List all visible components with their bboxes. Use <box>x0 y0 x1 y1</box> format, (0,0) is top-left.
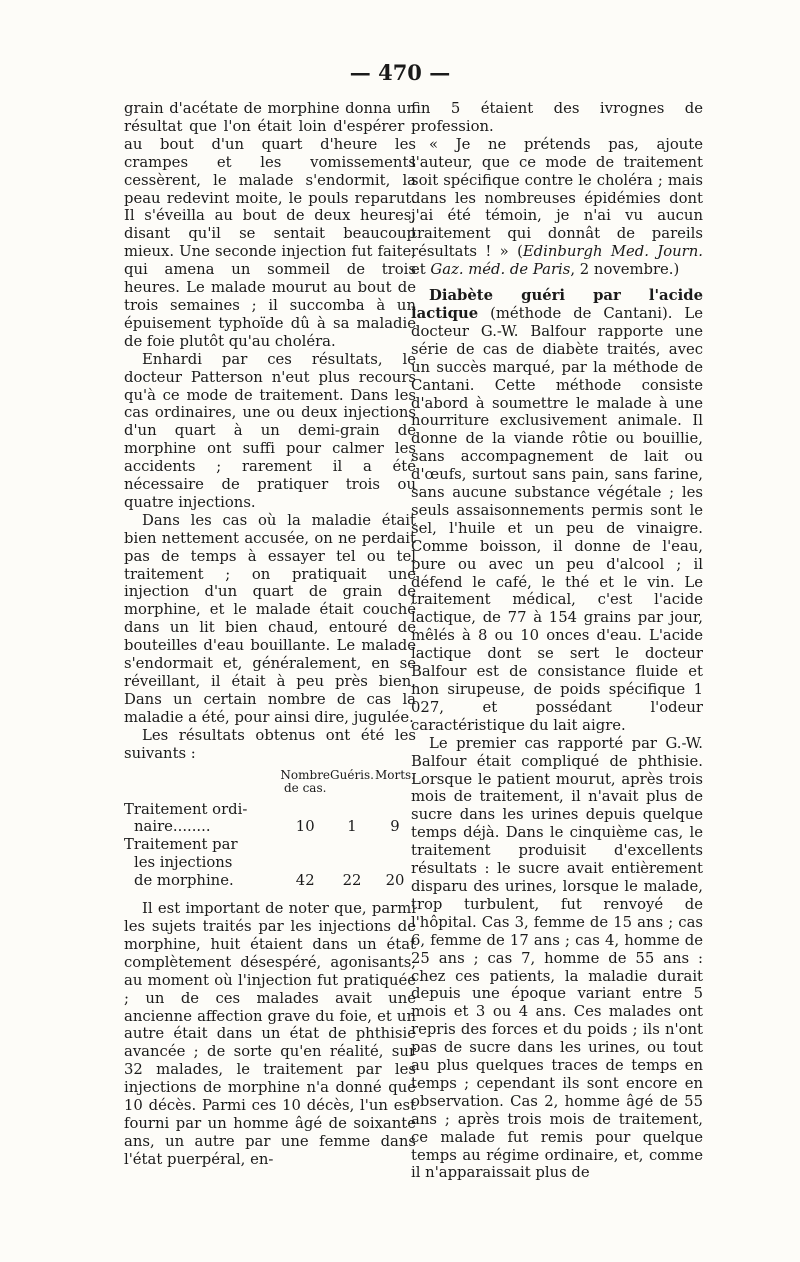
results-table <box>124 769 416 891</box>
table-row <box>124 836 416 890</box>
row-label: Traitement ordi- naire........ <box>124 800 248 836</box>
column-header: Nombre de cas. <box>280 767 331 795</box>
column-header: Morts. <box>374 767 416 782</box>
section-heading: Diabète guéri par l'acide lactique <box>411 287 703 322</box>
citation: Edinburgh Med. Journ. <box>522 243 703 261</box>
paragraph: fin 5 étaient des ivrognes de profession. <box>411 100 703 135</box>
table-cell: 22 <box>342 872 362 890</box>
table-cell: 9 <box>390 818 400 836</box>
table-cell: 42 <box>295 872 315 890</box>
right-column <box>411 100 703 1182</box>
paragraph: Enhardi par ces résultats, le docteur Patterson n'eut plus recours qu'à ce mode de traitement. Dans les cas ordinaires, une ou deux injections d'un quart à un demi-grain de morphine ont suffi pour calmer les accidents ; rarement il a été nécessaire de pratiquer trois ou quatre injections. <box>124 350 416 511</box>
paragraph: Dans les cas où la maladie était bien nettement accusée, on ne perdait pas de temps à essayer tel ou tel traitement ; on pratiquait une injection d'un quart de grain de morphine, et le malade était couché dans un lit bien chaud, entouré de bouteilles d'eau bouillante. Le malade s'endormait et, généralement, en se réveillant, il était à peu près bien. Dans un certain nombre de cas la maladie a été, pour ainsi dire, jugulée. <box>124 511 416 726</box>
table-row <box>124 801 416 837</box>
left-column <box>124 100 416 1169</box>
table-cell: 10 <box>295 818 315 836</box>
column-header: Guéris. <box>330 767 374 782</box>
table-cell: 20 <box>385 872 405 890</box>
section-paragraph: Diabète guéri par l'acide lactique (méthode de Cantani). Le docteur G.-W. Balfour rapporte une série de cas de diabète traités, avec un succès marqué, par la méthode de Cantani. Cette méthode consiste d'abord à soumettre le malade à une nourriture exclusivement animale. Il donne de la viande rôtie ou bouillie, sans accompagnement de lait ou d'œufs, surtout sans pain, sans farine, sans aucune substance végétale ; les seuls assaisonnements permis sont le sel, l'huile et un peu de vinaigre. Comme boisson, il donne de l'eau, pure ou avec un peu d'alcool ; il défend le café, le thé et le vin. Le traitement médical, c'est l'acide lactique, de 77 à 154 grains par jour, mêlés à 8 ou 10 onces d'eau. L'acide lactique dont se sert le docteur Balfour est de consistance fluide et non sirupeuse, de poids spécifique 1 027, et possédant l'odeur caractéristique du lait aigre. <box>411 287 703 734</box>
paragraph: grain d'acétate de morphine donna un résultat que l'on était loin d'espérer : au bout d'un quart d'heure les crampes et les vomissements cessèrent, le malade s'endormit, la peau redevint moite, le pouls reparut. Il s'éveilla au bout de deux heures, disant qu'il se sentait beaucoup mieux. Une seconde injection fut faite, qui amena un sommeil de trois heures. Le malade mourut au bout de trois semaines ; il succomba à un épuisement typhoïde dû à sa maladie de foie plutôt qu'au choléra. <box>124 100 416 350</box>
page-number: — 470 — <box>349 60 451 85</box>
citation: Gaz. méd. de Paris <box>430 261 571 279</box>
row-label: Traitement par les injections de morphine. <box>124 836 238 890</box>
paragraph: Le premier cas rapporté par G.-W. Balfour était compliqué de phthisie. Lorsque le patient mourut, après trois mois de traitement, il n'avait plus de sucre dans les urines depuis quelque temps déjà. Dans le cinquième cas, le traitement produisit d'excellents résultats : le sucre avait entièrement disparu des urines, lorsque le malade, trop turbulent, fut renvoyé de l'hôpital. Cas 3, femme de 15 ans ; cas 6, femme de 17 ans ; cas 4, homme de 25 ans ; cas 7, homme de 55 ans : chez ces patients, la maladie durait depuis une époque variant entre 5 mois et 3 ou 4 ans. Ces malades ont repris des forces et du poids ; ils n'ont pas de sucre dans les urines, ou tout au plus quelques traces de temps en temps ; cependant ils sont encore en observation. Cas 2, homme âgé de 55 ans ; après trois mois de traitement, ce malade fut remis pour quelque temps au régime ordinaire, et, comme il n'apparaissait plus de <box>411 734 703 1182</box>
quote-paragraph: « Je ne prétends pas, ajoute l'auteur, que ce mode de traitement soit spécifique contre le choléra ; mais dans les nombreuses épidémies dont j'ai été témoin, je n'ai vu aucun traitement qui donnât de pareils résultats ! » (Edinburgh Med. Journ. et Gaz. méd. de Paris, 2 novembre.) <box>411 135 703 279</box>
table-cell: 1 <box>347 818 357 836</box>
paragraph: Les résultats obtenus ont été les suivants : <box>124 726 416 762</box>
paragraph: Il est important de noter que, parmi les sujets traités par les injections de morphine, huit étaient dans un état complètement désespéré, agonisants, au moment où l'injection fut pratiquée ; un de ces malades avait une ancienne affection grave du foie, et un autre était dans un état de phthisie avancée ; de sorte qu'en réalité, sur 32 malades, le traitement par les injections de morphine n'a donné que 10 décès. Parmi ces 10 décès, l'un est fourni par un homme âgé de soixante ans, un autre par une femme dans l'état puerpéral, en- <box>124 900 416 1168</box>
